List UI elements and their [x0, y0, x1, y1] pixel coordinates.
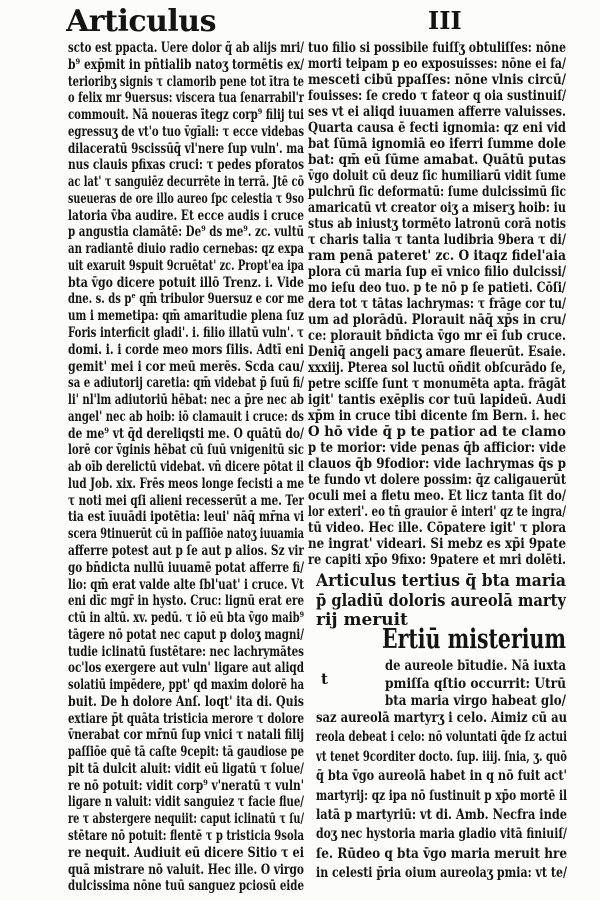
text-line: tia est īuuādi ipotētia: leui' nāq̄ mr̄na vi	[68, 509, 304, 526]
text-line: scera 9tinuerūt cū in paſſiōe natoʒ iuuamia	[68, 526, 304, 543]
text-line: ne ingrat' videari. Si mebz es xp̄i 9pate	[308, 536, 566, 552]
text-line: ce: plorauit bn̄dicta v̄go mr eī ſub cruce.	[308, 328, 566, 344]
text-line: o felix mr 9uersus: viscera tua ſenarrabil'r	[68, 90, 304, 107]
text-line: angel' nec ab hoib: iō clamauit i cruce: ds	[68, 408, 304, 425]
text-line: gemit' mei i cor meū merēs. Scda cau/	[68, 358, 304, 375]
text-line: dulcissima nōne tuū sanguez pciosū eide	[68, 878, 304, 895]
text-line: dera tot τ tātas lachrymas: τ frāge cor tu/	[308, 296, 566, 312]
guide-letter-text: t	[321, 670, 328, 688]
text-line: p te morior: vide penas q̄b afficior: vide	[308, 440, 566, 456]
text-line: Deniq̄ angeli pacʒ amare fleuerūt. Esaie.	[308, 344, 566, 360]
text-line: plora cū maria ſup eī vnico filio dulcissi/	[308, 264, 566, 280]
text-line: solatiū impēdere, ppt' qd maxim dolorē ha	[68, 677, 304, 694]
text-line: scto est ppacta. Uere dolor q̄ ab alijs mri/	[68, 40, 304, 56]
text-line: vt tenet 9corditer docto. ſup. iiij. ſnia, ʒ. quō	[316, 748, 567, 765]
text-line: uit exaruit 9spuit 9cruētat' zc. Propt'ea ipa	[68, 257, 304, 274]
text-line: te fundo vt dolere possim: q̄z caligauerūt	[308, 472, 566, 488]
text-line: domi. i. i corde meo mors ſilis. Adtī eni	[68, 341, 304, 358]
text-line: re nō potuit: vidit corp⁹ v'neratū τ vuln'	[68, 777, 304, 794]
running-title-text: Articulus	[66, 4, 216, 39]
text-line: in celesti p̄ria oium aureolaʒ pmia: vt te/	[316, 865, 567, 882]
folio-number-text: III	[428, 6, 462, 35]
text-line: go bn̄dicta nullū iuuamē potat afferre fi/	[68, 559, 304, 576]
text-line: ram penā pateret' zc. O itaqz fidel'aia	[308, 248, 566, 264]
text-line: quā mistrare nō valuit. Hec ille. O virgo	[68, 861, 304, 878]
text-line: O hō vide q̄ p te patior ad te clamo	[308, 424, 566, 440]
text-line: nus clauis pfixas cruci: τ pedes pforatos	[68, 157, 304, 174]
text-line: ab oīb derelictū videbat. vn̄ dicere pōtat il	[68, 459, 304, 476]
text-line: lio: qm̄ erat valde alte ſbl'uat' i cruce. Vt	[68, 576, 304, 593]
text-line: dne. s. ds pᵉ qm̄ tribulor 9uersuz e cor me	[68, 291, 304, 308]
text-line: mesceti cibū ppaſſes: nōne vlnis circū/	[308, 72, 566, 88]
text-line: extiare p̄t quāta tristicia merore τ dolore	[68, 710, 304, 727]
text-line: li' nl'lm adiutoriū hēbat: nec a p̄re nec ab	[68, 392, 304, 409]
text-line: xp̄m in cruce tibi dicente ſm Bern. i. hec	[308, 408, 566, 424]
text-line: amaricatū vt creator oiʒ a miserʒ hoib: iu	[308, 200, 566, 216]
text-line: latoria v̄ba audire. Et ecce audis i cruce	[68, 207, 304, 224]
text-line: buit. De h dolore Anſ. loqt' ita di. Quis	[68, 693, 304, 710]
article-heading-line: Articulus tertius q̄ bta maria	[316, 572, 566, 591]
text-line: dilaceratū 9scissūq̄ vl'nere ſup vuln'. ma	[68, 140, 304, 157]
right-column-top	[308, 40, 566, 570]
text-line: lorē cor v̄ginis hēbat cū ſuū vnigenitū sic	[68, 442, 304, 459]
right-column-bottom	[316, 709, 567, 894]
text-line: bat ſūmā ignomiā eo iferri ſumme dole	[308, 136, 566, 152]
text-line: Foris interficit gladi'. i. filio illatū vuln'. τ	[68, 325, 304, 342]
text-line: stus ab iniustʒ tormēto latronū corā notis	[308, 216, 566, 232]
text-line: ctū in altū. xv. pedū. τ iō eū bta v̄go maib⁹	[68, 610, 304, 627]
text-line: tāgere nō potat nec caput p doloʒ magni/	[68, 626, 304, 643]
article-heading-line: p̄ gladiū doloris aureolā marty	[316, 590, 566, 611]
text-line: egressuʒ de vt'o tuo v̄gīali: τ ecce videbas	[68, 123, 304, 140]
folio-number	[428, 4, 478, 38]
text-line: martyrij: qz ipa nō ſustinuit p xp̄o mortē il	[316, 787, 567, 804]
text-line: morti teipam p eo exposuisses: nōne ei fa/	[308, 56, 566, 72]
text-line: sueueras de ore illo aureo ſpc celestia τ 9so	[68, 190, 304, 207]
text-line: igit' tantis exēplis cor tuū lapideū. Audi	[308, 392, 566, 408]
text-line: ac lat' τ sanguiēz decurrēte in terrā. Jtē cō	[68, 174, 304, 191]
text-line: doʒ nec hystoria maria gladio vitā finiuiſ/	[316, 826, 567, 843]
text-line: re nequit. Audiuit eū dicere Sitio τ ei	[68, 844, 304, 861]
text-line: fouisses: ſe credo τ fateor q oia sustinuiſ/	[308, 88, 566, 104]
text-line: pit tā dulcit aluit: vidit eū ligatū τ ſolue/	[68, 760, 304, 777]
text-line: commouit. Nā noueras ītegz corp⁹ filij tui	[68, 107, 304, 124]
text-line: eni dīc mgr̄ in hysto. Cruc: lignū erat ere	[68, 593, 304, 610]
text-line: q̄ bta v̄go aureolā habet in q nō fuit act'	[316, 768, 567, 785]
text-line: τ noti mei qſi alieni recesserūt a me. Ter	[68, 492, 304, 509]
text-line: pulchrū ſic deformatū: ſume dulcissimū ſic	[308, 184, 566, 200]
text-line: p angustia clamātē: De⁹ ds me⁹. zc. vultū	[68, 224, 304, 241]
text-line: um i memetipa: qm̄ amaritudie plena ſuz	[68, 308, 304, 325]
text-line: mo ieſu deo tuo. p te nō p ſe patieti. Cōſi/	[308, 280, 566, 296]
article-heading-line: rij meruit	[316, 610, 408, 630]
text-line: de aureole bītudie. Nā iuxta	[385, 658, 566, 674]
text-line: clauos q̄b 9fodior: vide lachrymas q̄s p	[308, 456, 566, 472]
text-line: b⁹ exp̄mit in pn̄tialib natoʒ tormētis ex/	[68, 56, 304, 73]
text-line: reola debeat i celo: nō voluntati q̄de ſz actui	[316, 729, 567, 746]
right-column-indented	[385, 658, 566, 712]
text-line: lor exteri'. eo tn̄ grauior ē interi' qz te ingra/	[308, 504, 566, 520]
text-line: ſe. Rūdeo q bta v̄go maria meruit hre	[316, 845, 567, 862]
text-line: xxxiij. Pterea sol luctū oñdit obſcurādo ſe,	[308, 360, 566, 376]
text-line: de me⁹ vt q̄d dereliqsti me. O quātū do/	[68, 425, 304, 442]
mystery-title-text: Ertiū misterium	[382, 624, 566, 655]
text-line: an radiantē diuio radio cernebas: qz expa	[68, 241, 304, 258]
mystery-title	[382, 622, 566, 658]
text-line: tū video. Hec ille. Cōpatere igit' τ plora	[308, 520, 566, 536]
text-line: latā p martyriū: vt di. Amb. Necfra inde	[316, 807, 567, 824]
text-line: v̄nerabat cor mr̄nū ſup vnici τ natali filij	[68, 727, 304, 744]
text-line: tudie iclinatū ſustētare: nec lachrymātes	[68, 643, 304, 660]
text-line: petre sciſſe ſunt τ monumēta apta. frāgāt	[308, 376, 566, 392]
left-column	[68, 40, 304, 898]
text-line: bta v̄go dicere potuit illō Trenz. i. Vide	[68, 274, 304, 291]
text-line: ses vt ei aliqd iuuamen afferre valuisses.	[308, 104, 566, 120]
text-line: re capiti xp̄o 9fixo: 9patere et mri dolēti.	[308, 552, 566, 568]
text-line: paſſiōe quē tā caſte 9cepit: tā gaudiose pe	[68, 744, 304, 761]
text-line: um ad plorādū. Plorauit nāq̄ xp̄s in cru/	[308, 312, 566, 328]
text-line: stētare nō potuit: flentē τ p tristicia 9sola	[68, 827, 304, 844]
text-line: re τ abstergere nequiit: caput iclinatū τ ſu/	[68, 811, 304, 828]
text-line: lud Job. xix. Frēs meos longe fecisti a me	[68, 475, 304, 492]
text-line: bta maria virgo habeat glo/	[385, 693, 566, 709]
text-line: oculi mei a fletu meo. Et licz tanta ſit do/	[308, 488, 566, 504]
text-line: pmiſſa qſtio occurrit: Utrū	[385, 675, 566, 692]
text-line: τ charis talia τ tanta ludibria 9bera τ di/	[308, 232, 566, 248]
text-line: afferre potest aut p ſe aut p alios. Sz vir	[68, 542, 304, 559]
running-title	[66, 2, 216, 42]
text-line: sa e adiutorij caretia: qm̄ videbat p̄ ſuū fi/	[68, 375, 304, 392]
text-line: oc'los exergere aut vuln' ligare aut aliqd	[68, 660, 304, 677]
text-line: Quarta causa ē fecti ignomia: qz eni vid	[308, 120, 566, 136]
initial-guide-letter	[321, 668, 341, 690]
text-line: bat: qm̄ eū ſūme amabat. Quātū putas	[308, 152, 566, 168]
text-line: ligare n valuit: vidit sanguiez τ facie flue/	[68, 794, 304, 811]
text-line: saz aureolā martyrʒ i celo. Aimiz cū au	[316, 710, 567, 726]
text-line: terioribʒ signis τ clamorib pene tot ītra te	[68, 73, 304, 90]
text-line: tuo filio si possibile fuiſſʒ obtuliſſes: nōne	[308, 40, 566, 56]
text-line: v̄go doluit cū deuz ſic humiliarū vidit ſume	[308, 168, 566, 184]
